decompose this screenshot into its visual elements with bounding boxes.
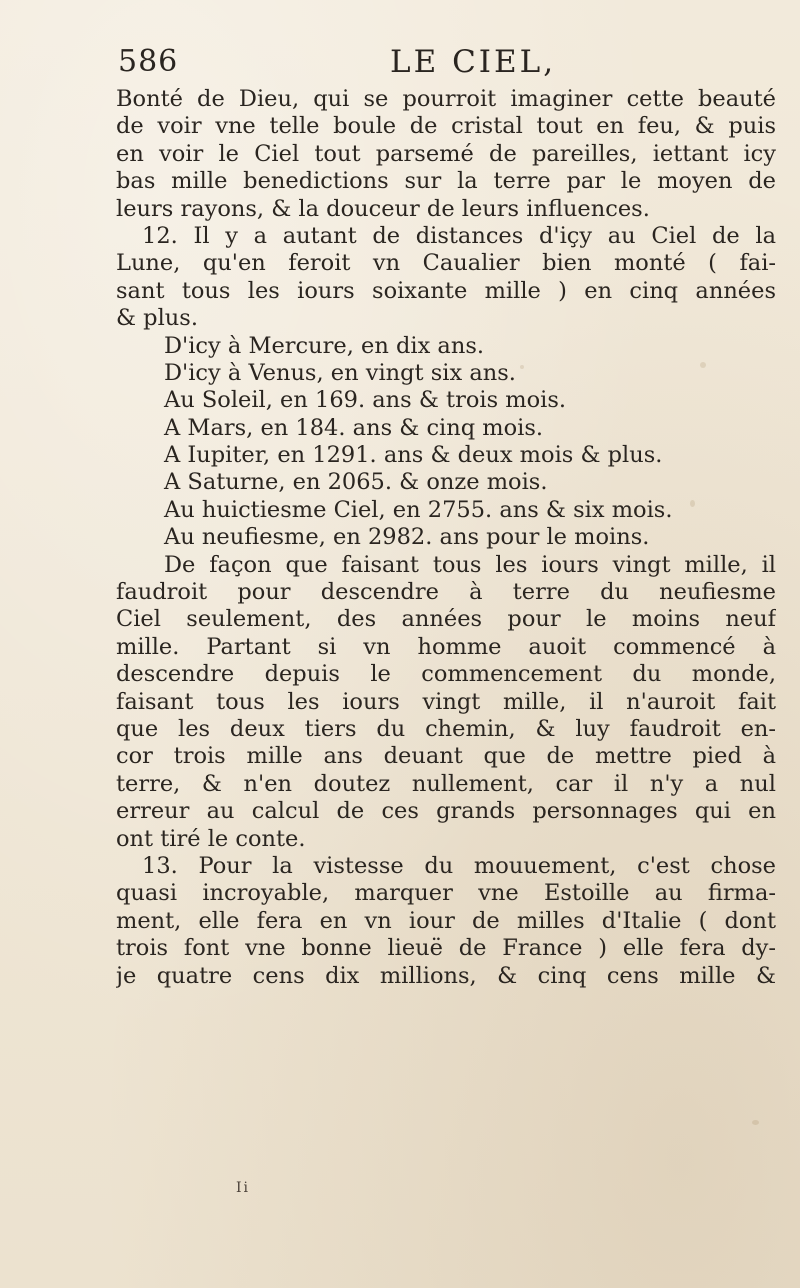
text-line: Au neufiesme, en 2982. ans pour le moins.: [164, 524, 650, 551]
text-line: mille. Partant si vn homme auoit commencé à: [116, 633, 776, 660]
text-line: en voir le Ciel tout parsemé de pareilles, iettant icy: [116, 140, 776, 167]
paper-stain: [752, 1120, 759, 1125]
text-line: Ciel seulement, des années pour le moins neuf: [116, 606, 776, 633]
text-line: A Iupiter, en 1291. ans & deux mois & plus.: [164, 442, 663, 469]
text-line: de voir vne telle boule de cristal tout en feu, & puis: [116, 113, 776, 140]
page-number: 586: [118, 44, 179, 79]
text-line: erreur au calcul de ces grands personnages qui en: [116, 798, 776, 825]
text-line: terre, & n'en doutez nullement, car il n'y a nul: [116, 770, 776, 797]
text-line: De façon que faisant tous les iours vingt mille, il: [164, 551, 776, 578]
text-line: que les deux tiers du chemin, & luy faudroit en-: [116, 715, 776, 742]
text-line: A Saturne, en 2065. & onze mois.: [164, 469, 548, 496]
text-line: Bonté de Dieu, qui se pourroit imaginer cette beauté: [116, 86, 776, 112]
text-line: quasi incroyable, marquer vne Estoille au firma-: [116, 880, 776, 907]
page-header: [118, 44, 778, 90]
text-line: Au huictiesme Ciel, en 2755. ans & six mois.: [164, 496, 673, 523]
text-line: faisant tous les iours vingt mille, il n'auroit fait: [116, 688, 776, 715]
text-line: Au Soleil, en 169. ans & trois mois.: [164, 387, 567, 414]
text-line: leurs rayons, & la douceur de leurs influences.: [116, 195, 650, 222]
text-line: trois font vne bonne lieuë de France ) elle fera dy-: [116, 935, 776, 962]
text-line: ont tiré le conte.: [116, 825, 306, 852]
text-line: bas mille benedictions sur la terre par le moyen de: [116, 168, 776, 195]
text-line: D'icy à Mercure, en dix ans.: [164, 332, 485, 359]
text-line: 13. Pour la vistesse du mouuement, c'est chose: [142, 852, 776, 879]
text-line: & plus.: [116, 305, 198, 332]
text-line: D'icy à Venus, en vingt six ans.: [164, 359, 516, 386]
running-head: LE CIEL,: [390, 44, 557, 80]
signature-mark: Ii: [236, 1180, 251, 1196]
body-text: [116, 86, 776, 990]
text-line: Lune, qu'en feroit vn Caualier bien monté ( fai-: [116, 250, 776, 277]
text-line: ment, elle fera en vn iour de milles d'Italie ( dont: [116, 907, 776, 934]
text-line: cor trois mille ans deuant que de mettre pied à: [116, 743, 776, 770]
text-line: sant tous les iours soixante mille ) en cinq années: [116, 277, 776, 304]
text-line: descendre depuis le commencement du monde,: [116, 661, 776, 688]
text-line: faudroit pour descendre à terre du neufiesme: [116, 579, 776, 606]
text-line: je quatre cens dix millions, & cinq cens mille &: [116, 962, 776, 989]
text-line: 12. Il y a autant de distances d'içy au Ciel de la: [142, 222, 776, 249]
text-line: A Mars, en 184. ans & cinq mois.: [164, 414, 544, 441]
